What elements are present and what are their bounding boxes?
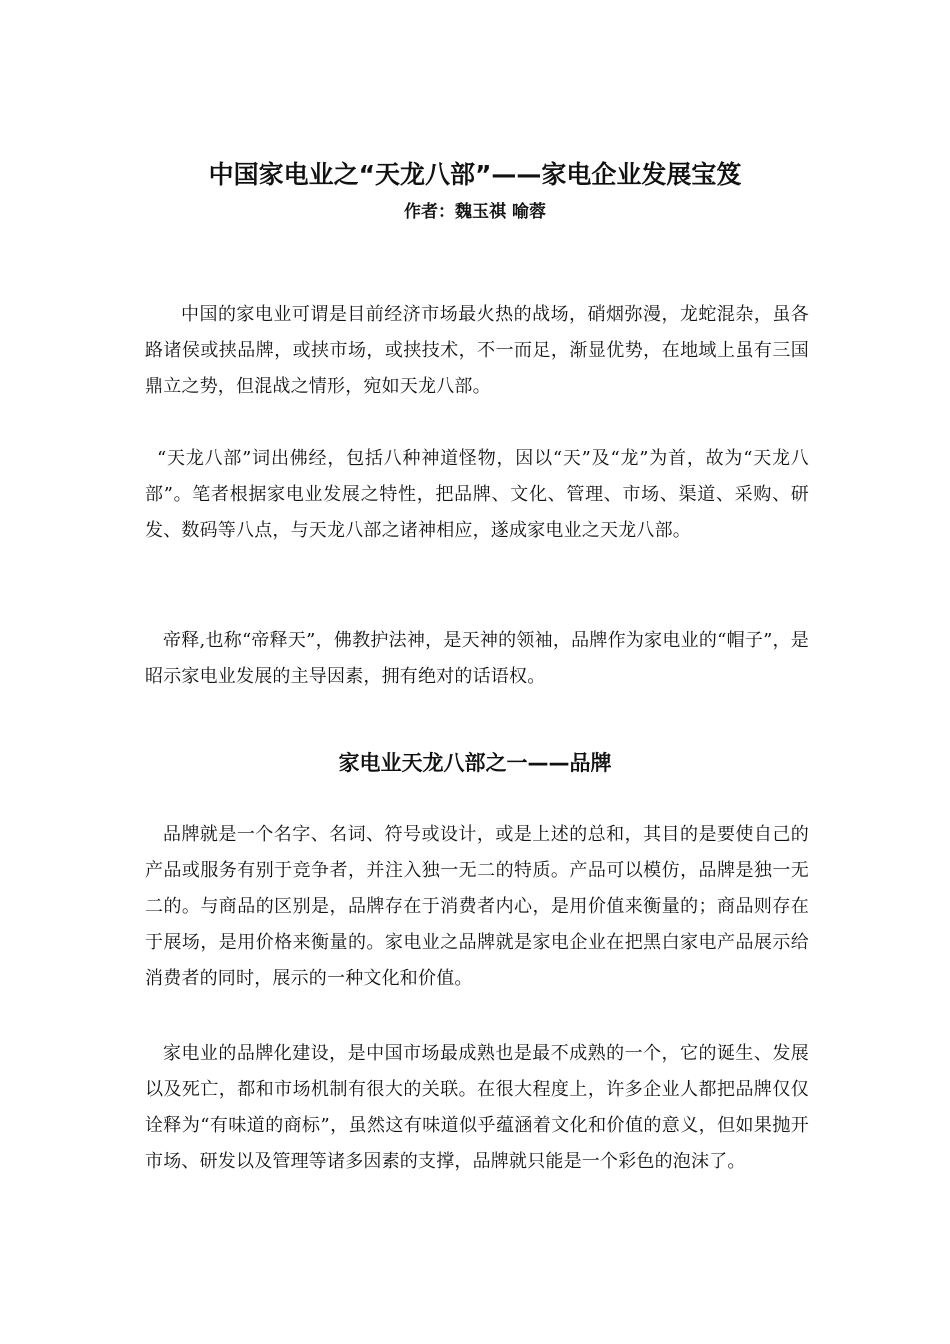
intro-paragraph-1: 中国的家电业可谓是目前经济市场最火热的战场，硝烟弥漫，龙蛇混杂，虽各路诸侯或挟品牌，或挟市场，或挟技术，不一而足，渐显优势，在地域上虽有三国鼎立之势，但混战之情形，宛如天龙八部。 <box>145 304 809 397</box>
intro-paragraph-2: “天龙八部”词出佛经，包括八种神道怪物，因以“天”及“龙”为首，故为“天龙八部”。笔者根据家电业发展之特性，把品牌、文化、管理、市场、渠道、采购、研发、数码等八点，与天龙八部之诸神相应，遂成家电业之天龙八部。 <box>145 448 809 541</box>
author-line: 作者：魏玉祺 喻蓉 <box>404 202 546 222</box>
section-paragraph-2: 家电业的品牌化建设，是中国市场最成熟也是最不成熟的一个，它的诞生、发展以及死亡，都和市场机制有很大的关联。在很大程度上，许多企业人都把品牌仅仅诠释为“有味道的商标”，虽然这有味道似乎蕴涵着文化和价值的意义，但如果抛开市场、研发以及管理等诸多因素的支撑，品牌就只能是一个彩色的泡沫了。 <box>145 1043 809 1172</box>
section-paragraph-1: 品牌就是一个名字、名词、符号或设计，或是上述的总和，其目的是要使自己的产品或服务有别于竞争者，并注入独一无二的特质。产品可以模仿，品牌是独一无二的。与商品的区别是，品牌存在于消费者内心，是用价值来衡量的；商品则存在于展场，是用价格来衡量的。家电业之品牌就是家电企业在把黑白家电产品展示给消费者的同时，展示的一种文化和价值。 <box>145 824 809 989</box>
section-heading: 家电业天龙八部之一——品牌 <box>338 751 612 775</box>
document-title: 中国家电业之“天龙八部”——家电企业发展宝笈 <box>208 160 742 189</box>
intro-paragraph-3: 帝释,也称“帝释天”，佛教护法神，是天神的领袖，品牌作为家电业的“帽子”，是昭示家电业发展的主导因素，拥有绝对的话语权。 <box>145 630 809 687</box>
